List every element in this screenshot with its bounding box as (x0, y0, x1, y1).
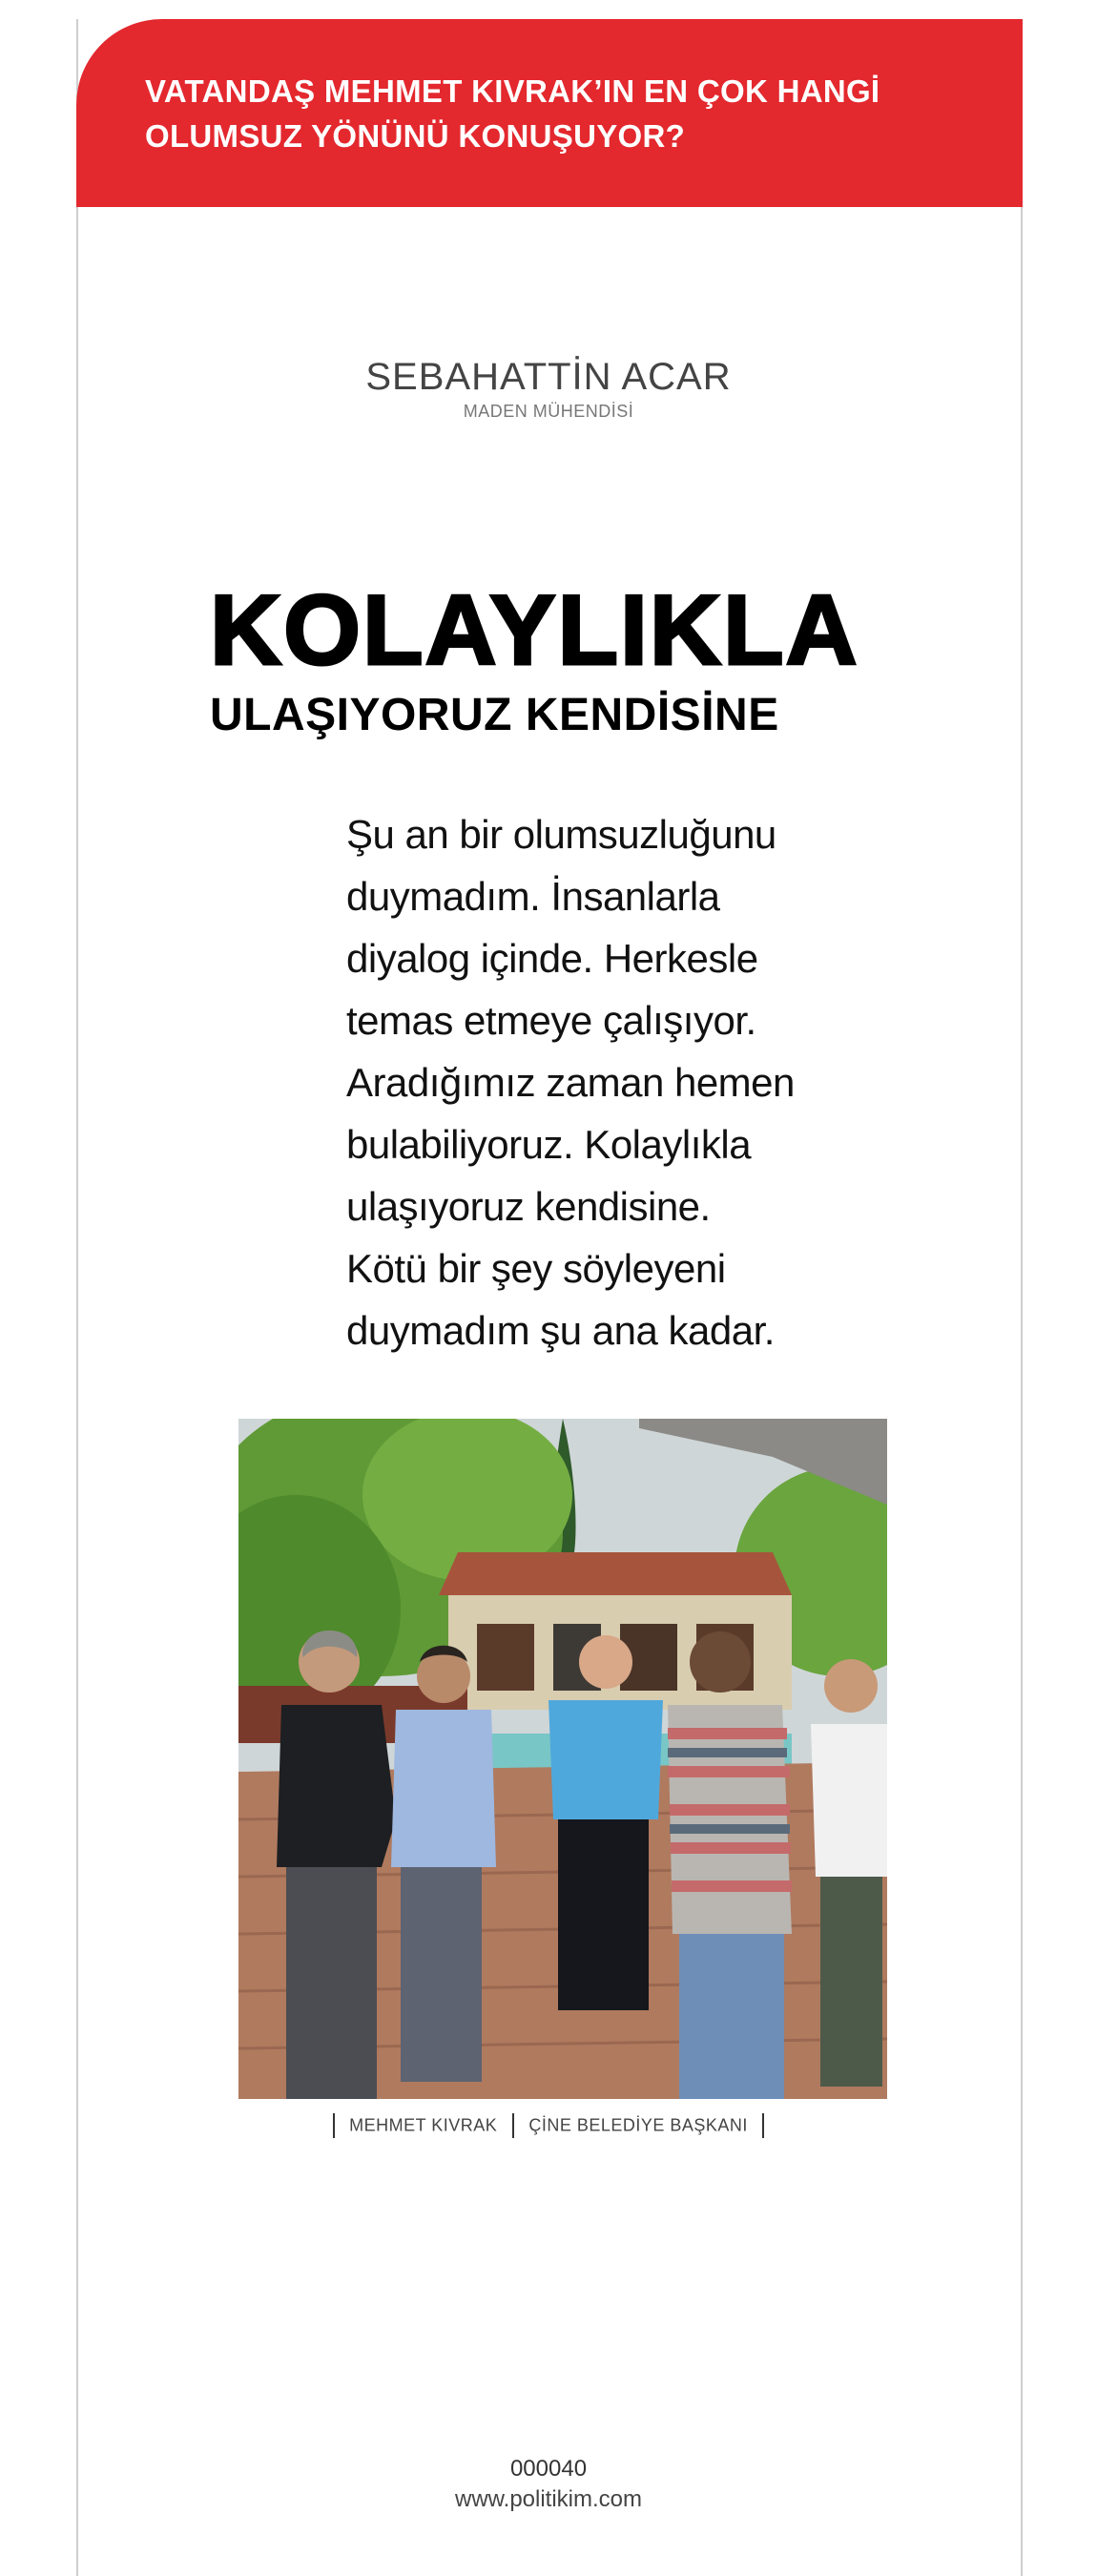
quote-text (346, 803, 842, 1361)
quote-line: diyalog içinde. Herkesle (346, 936, 758, 981)
quote-line: Kötü bir şey söyleyeni (346, 1246, 726, 1291)
quote-line: Aradığımız zaman hemen (346, 1060, 795, 1105)
footer-code: 000040 (509, 2456, 588, 2482)
headline-main: KOLAYLIKLA (210, 575, 859, 686)
headline-sub: ULAŞIYORUZ KENDİSİNE (210, 690, 779, 740)
article-photo (238, 1419, 887, 2099)
author-block (0, 353, 1097, 422)
quote-line: ulaşıyoruz kendisine. (346, 1184, 711, 1229)
caption-separator (762, 2113, 764, 2138)
header-title-line-1: VATANDAŞ MEHMET KIVRAK’IN EN ÇOK HANGİ (145, 73, 880, 109)
photo-caption (0, 2113, 1097, 2138)
quote-line: bulabiliyoruz. Kolaylıkla (346, 1122, 752, 1167)
quote-line: duymadım. İnsanlarla (346, 874, 720, 919)
photo-illustration (238, 1419, 887, 2099)
header-banner (76, 19, 1023, 207)
headline (210, 577, 992, 745)
author-name: SEBAHATTİN ACAR (365, 356, 732, 398)
quote-line: Şu an bir olumsuzluğunu (346, 812, 776, 857)
caption-title: ÇİNE BELEDİYE BAŞKANI (528, 2115, 748, 2135)
caption-name: MEHMET KIVRAK (349, 2115, 498, 2135)
caption-separator (333, 2113, 335, 2138)
header-title (145, 69, 965, 158)
footer (0, 2454, 1097, 2515)
caption-separator (512, 2113, 514, 2138)
author-role: MADEN MÜHENDİSİ (463, 402, 634, 421)
header-title-line-2: OLUMSUZ YÖNÜNÜ KONUŞUYOR? (145, 118, 686, 154)
quote-line: temas etmeye çalışıyor. (346, 998, 756, 1043)
quote-line: duymadım şu ana kadar. (346, 1308, 775, 1353)
footer-url[interactable]: www.politikim.com (454, 2486, 643, 2512)
